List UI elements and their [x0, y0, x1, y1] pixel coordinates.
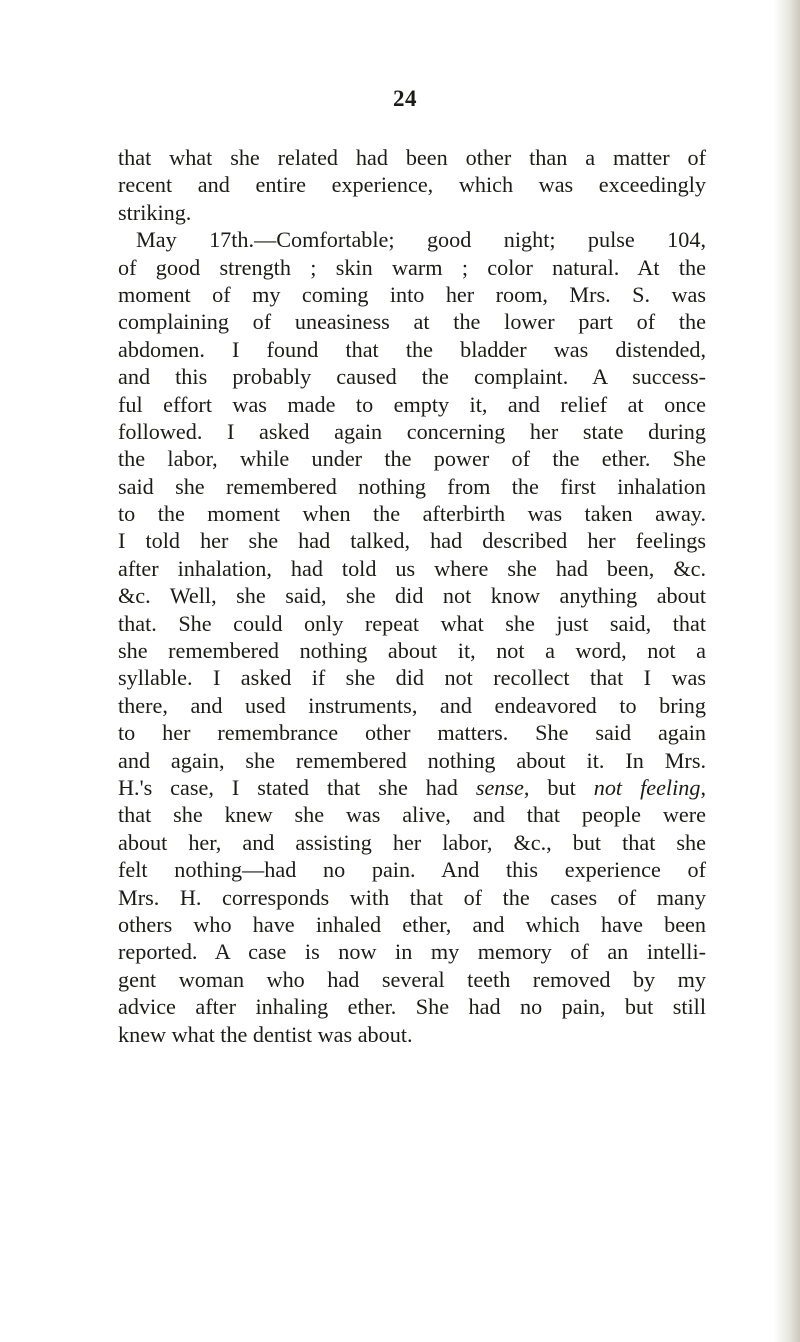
text-line: there, and used instruments, and endeavored to bring	[118, 692, 706, 718]
page-number: 24	[393, 86, 417, 111]
text-line: abdomen. I found that the bladder was distended,	[118, 336, 706, 362]
text-line: May 17th.—Comfortable; good night; pulse 104,	[136, 227, 706, 253]
text-line: and this probably caused the complaint. A success-	[118, 364, 706, 390]
text-line: knew what the dentist was about.	[118, 1021, 413, 1047]
text-line: that what she related had been other than a matter of	[118, 145, 706, 170]
text-line: reported. A case is now in my memory of an intelli-	[118, 939, 706, 965]
text-line: moment of my coming into her room, Mrs. S. was	[118, 281, 706, 307]
text-line: and again, she remembered nothing about it. In Mrs.	[118, 747, 706, 773]
text-line: of good strength ; skin warm ; color natural. At the	[118, 254, 706, 280]
page-edge-shadow	[774, 0, 800, 1342]
text-line: others who have inhaled ether, and which have been	[118, 911, 706, 937]
text-line: the labor, while under the power of the ether. She	[118, 446, 706, 472]
text-line: followed. I asked again concerning her state during	[118, 418, 706, 444]
text-segment: ,	[700, 774, 706, 800]
text-line: complaining of uneasiness at the lower part of the	[118, 309, 706, 335]
text-segment: H.'s case, I stated that she had	[118, 774, 476, 800]
text-line: that. She could only repeat what she just said, that	[118, 610, 706, 636]
italic-phrase-not-feeling: not feeling	[593, 774, 701, 800]
text-line: advice after inhaling ether. She had no pain, but still	[118, 994, 706, 1020]
text-line: that she knew she was alive, and that people were	[118, 802, 706, 828]
text-line: ful effort was made to empty it, and relief at once	[118, 391, 706, 417]
text-line: about her, and assisting her labor, &c., but that she	[118, 829, 706, 855]
text-line: felt nothing—had no pain. And this experience of	[118, 857, 706, 883]
text-line: recent and entire experience, which was exceedingly	[118, 172, 706, 198]
text-line: &c. Well, she said, she did not know anything about	[118, 583, 706, 609]
italic-word-sense: sense	[475, 774, 524, 800]
text-segment: , but	[523, 774, 594, 800]
text-line: she remembered nothing about it, not a word, not a	[118, 638, 706, 664]
text-line: to her remembrance other matters. She said again	[118, 720, 706, 746]
text-line: said she remembered nothing from the first inhalation	[118, 473, 706, 499]
body-text	[118, 144, 706, 1048]
text-line-with-italics	[118, 774, 706, 801]
text-line: syllable. I asked if she did not recollect that I was	[118, 665, 706, 691]
text-line: to the moment when the afterbirth was taken away.	[118, 501, 706, 527]
text-line: Mrs. H. corresponds with that of the cases of many	[118, 884, 706, 910]
text-line: after inhalation, had told us where she had been, &c.	[118, 555, 706, 581]
text-line: I told her she had talked, had described her feelings	[118, 528, 706, 554]
text-line: striking.	[118, 199, 192, 225]
text-line: gent woman who had several teeth removed by my	[118, 966, 706, 992]
